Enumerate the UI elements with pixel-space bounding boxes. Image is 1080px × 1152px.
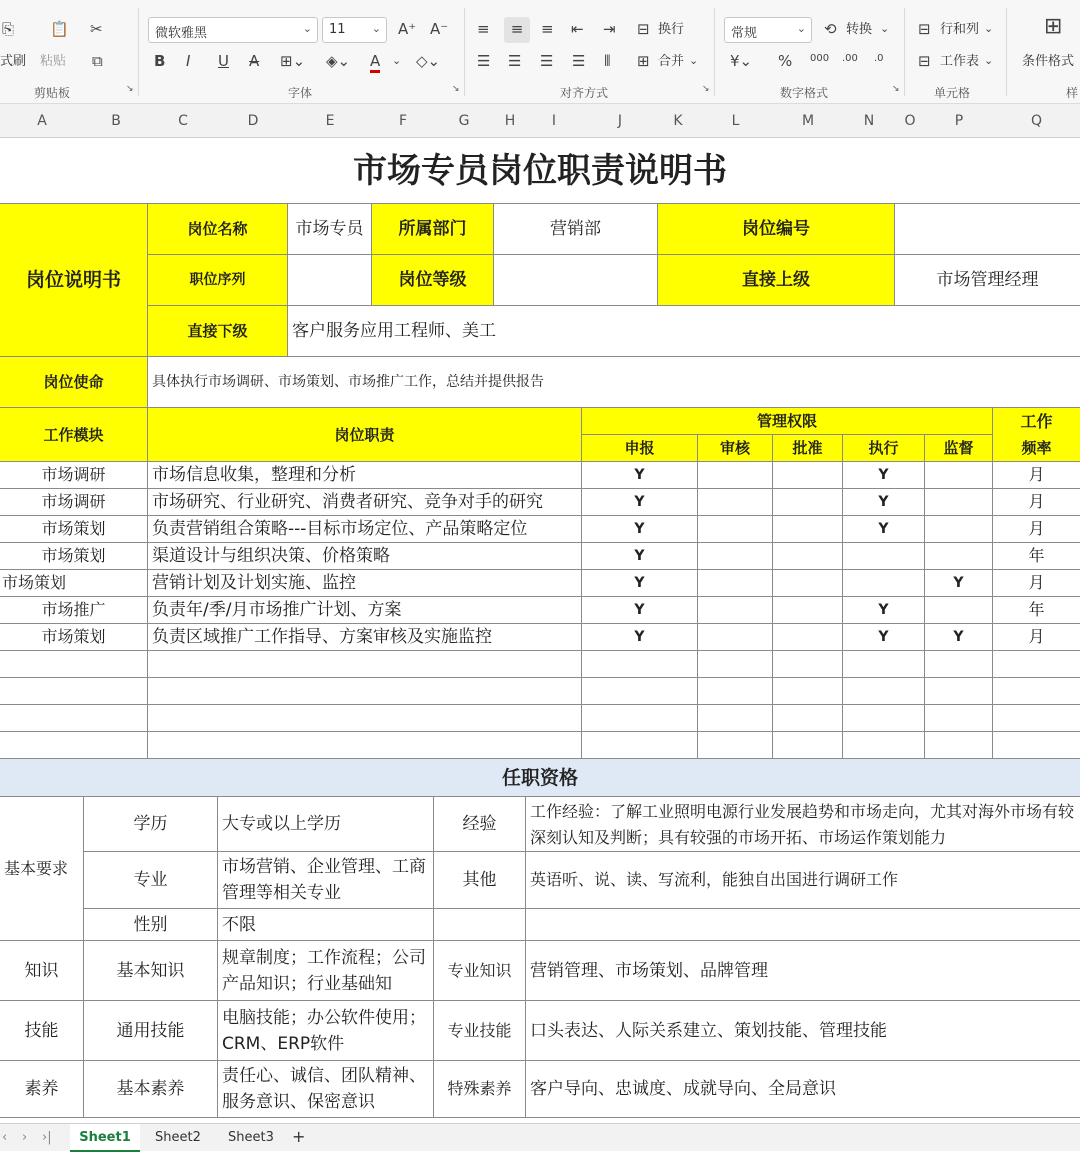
format-painter-icon[interactable]: ⎘ xyxy=(2,20,15,38)
empty-cell[interactable] xyxy=(698,678,773,705)
duty-supervise[interactable] xyxy=(925,597,993,624)
basic-quality-value[interactable]: 责任心、诚信、团队精神、服务意识、保密意识 xyxy=(218,1061,434,1118)
column-header[interactable]: H xyxy=(504,113,516,129)
superior-label[interactable]: 直接上级 xyxy=(658,255,895,306)
number-group-label: 数字格式 xyxy=(780,86,829,100)
edu-value[interactable]: 大专或以上学历 xyxy=(218,797,434,852)
general-skill-value[interactable]: 电脑技能；办公软件使用；CRM、ERP软件 xyxy=(218,1001,434,1061)
column-header[interactable]: Q xyxy=(1030,113,1043,129)
pro-skill-label[interactable]: 专业技能 xyxy=(434,1001,526,1061)
duty-execute[interactable]: Y xyxy=(843,489,925,516)
column-header[interactable]: D xyxy=(247,113,259,129)
column-header[interactable]: F xyxy=(398,113,408,129)
conditional-format-button[interactable]: 条件格式 xyxy=(1022,54,1075,69)
duty-module[interactable]: 市场调研 xyxy=(0,462,148,489)
duty-supervise[interactable] xyxy=(925,489,993,516)
percent-icon[interactable]: % xyxy=(778,52,793,70)
empty-cell[interactable] xyxy=(582,705,698,732)
empty-cell[interactable] xyxy=(843,651,925,678)
duty-apply[interactable]: Y xyxy=(582,462,698,489)
empty-cell[interactable] xyxy=(148,732,582,759)
dialog-launcher-icon[interactable]: ↘ xyxy=(126,84,134,94)
page-title[interactable]: 市场专员岗位职责说明书 xyxy=(0,138,1080,204)
duty-approve[interactable] xyxy=(773,597,843,624)
column-header[interactable]: L xyxy=(731,113,740,129)
dialog-launcher-icon[interactable]: ↘ xyxy=(702,84,710,94)
column-header-bar xyxy=(0,104,1080,138)
duty-freq[interactable]: 月 xyxy=(993,489,1080,516)
align-top-icon[interactable]: ≡ xyxy=(477,20,490,38)
duty-execute[interactable]: Y xyxy=(843,462,925,489)
empty-cell[interactable] xyxy=(993,705,1080,732)
duty-review[interactable] xyxy=(698,624,773,651)
number-format-select[interactable]: 常规 ⌄ xyxy=(724,17,812,43)
duty-apply[interactable]: Y xyxy=(582,543,698,570)
column-header[interactable]: M xyxy=(801,113,815,129)
sheet-tab[interactable]: Sheet2 xyxy=(155,1130,201,1145)
exp-label[interactable]: 经验 xyxy=(434,797,526,852)
duty-approve[interactable] xyxy=(773,516,843,543)
clear-format-icon[interactable]: ◇⌄ xyxy=(416,52,441,70)
duty-approve[interactable] xyxy=(773,462,843,489)
wrap-text-icon[interactable]: ⊟ xyxy=(637,20,650,38)
auth-col-approve[interactable]: 批准 xyxy=(773,435,843,462)
sheet-tab[interactable]: Sheet3 xyxy=(228,1130,274,1145)
post-name-value[interactable]: 市场专员 xyxy=(288,204,372,255)
empty-cell[interactable] xyxy=(148,678,582,705)
empty-cell[interactable] xyxy=(0,732,148,759)
quality-label[interactable]: 素养 xyxy=(0,1061,84,1118)
duty-module[interactable]: 市场策划 xyxy=(0,543,148,570)
freq-header-line1[interactable]: 工作 xyxy=(993,408,1080,435)
duty-freq[interactable]: 月 xyxy=(993,516,1080,543)
empty-cell[interactable] xyxy=(434,909,526,941)
empty-cell[interactable] xyxy=(582,732,698,759)
align-center-icon[interactable]: ☰ xyxy=(508,52,522,70)
column-header[interactable]: K xyxy=(673,113,683,129)
decrease-decimal-icon[interactable]: .0 xyxy=(874,53,884,64)
empty-cell[interactable] xyxy=(148,705,582,732)
column-header[interactable]: G xyxy=(458,113,470,129)
duty-supervise[interactable]: Y xyxy=(925,624,993,651)
duty-text[interactable]: 市场信息收集，整理和分析 xyxy=(148,462,582,489)
empty-cell[interactable] xyxy=(993,678,1080,705)
basic-req-label[interactable]: 基本要求 xyxy=(0,797,84,941)
exp-value[interactable]: 工作经验：了解工业照明电源行业发展趋势和市场走向，尤其对海外市场有较深刻认知及判断；具有较强的市场开拓、市场运作策划能力 xyxy=(526,797,1080,852)
other-label[interactable]: 其他 xyxy=(434,852,526,909)
copy-icon[interactable]: ⧉ xyxy=(92,52,103,70)
prev-sheet-icon[interactable]: › xyxy=(22,1130,28,1145)
column-header[interactable]: B xyxy=(111,113,121,129)
duty-execute[interactable] xyxy=(843,543,925,570)
currency-icon[interactable]: ¥⌄ xyxy=(730,52,753,70)
gender-label[interactable]: 性别 xyxy=(84,909,218,941)
duty-approve[interactable] xyxy=(773,624,843,651)
level-label[interactable]: 岗位等级 xyxy=(372,255,494,306)
qual-title[interactable]: 任职资格 xyxy=(0,759,1080,797)
job-desc-label[interactable]: 岗位说明书 xyxy=(0,204,148,357)
convert-button[interactable]: 转换 xyxy=(846,22,873,37)
border-icon[interactable]: ⊞⌄ xyxy=(280,52,306,70)
duty-freq[interactable]: 月 xyxy=(993,462,1080,489)
merge-icon[interactable]: ⊞ xyxy=(637,52,650,70)
duty-freq[interactable]: 年 xyxy=(993,543,1080,570)
auth-col-execute[interactable]: 执行 xyxy=(843,435,925,462)
empty-cell[interactable] xyxy=(582,651,698,678)
styles-group-label: 样 xyxy=(1066,86,1079,100)
duty-execute[interactable]: Y xyxy=(843,516,925,543)
column-header[interactable]: P xyxy=(954,113,964,129)
empty-cell[interactable] xyxy=(773,732,843,759)
duty-approve[interactable] xyxy=(773,570,843,597)
add-sheet-icon[interactable]: + xyxy=(292,1127,306,1146)
column-header[interactable]: N xyxy=(863,113,875,129)
auth-col-review[interactable]: 审核 xyxy=(698,435,773,462)
duty-apply[interactable]: Y xyxy=(582,570,698,597)
special-quality-value[interactable]: 客户导向、忠诚度、成就导向、全局意识 xyxy=(526,1061,1080,1118)
font-group-label: 字体 xyxy=(288,86,313,100)
underline-icon[interactable]: U xyxy=(218,52,229,70)
duty-module[interactable]: 市场推广 xyxy=(0,597,148,624)
edu-label[interactable]: 学历 xyxy=(84,797,218,852)
empty-cell[interactable] xyxy=(698,705,773,732)
dept-label[interactable]: 所属部门 xyxy=(372,204,494,255)
last-sheet-icon[interactable]: ›| xyxy=(42,1130,52,1145)
worksheet-grid xyxy=(0,138,1080,1123)
duty-freq[interactable]: 年 xyxy=(993,597,1080,624)
column-header[interactable]: J xyxy=(617,113,623,129)
duty-execute[interactable]: Y xyxy=(843,624,925,651)
seq-label[interactable]: 职位序列 xyxy=(148,255,288,306)
font-name-select[interactable]: 微软雅黑 ⌄ xyxy=(148,17,318,43)
duty-header[interactable]: 岗位职责 xyxy=(148,408,582,462)
basic-knowledge-label[interactable]: 基本知识 xyxy=(84,941,218,1001)
auth-header[interactable]: 管理权限 xyxy=(582,408,993,435)
empty-cell[interactable] xyxy=(925,732,993,759)
alignment-group-label: 对齐方式 xyxy=(560,86,609,100)
duty-module[interactable]: 市场调研 xyxy=(0,489,148,516)
font-size-select[interactable]: 11 ⌄ xyxy=(322,17,387,43)
worksheet-icon[interactable]: ⊟ xyxy=(918,52,931,70)
empty-cell[interactable] xyxy=(925,705,993,732)
duty-module[interactable]: 市场策划 xyxy=(0,570,148,597)
dialog-launcher-icon[interactable]: ↘ xyxy=(452,84,460,94)
wrap-text-button[interactable]: 换行 xyxy=(658,22,685,37)
empty-cell[interactable] xyxy=(148,651,582,678)
strikethrough-icon[interactable]: A xyxy=(249,52,260,70)
skill-label[interactable]: 技能 xyxy=(0,1001,84,1061)
general-skill-label[interactable]: 通用技能 xyxy=(84,1001,218,1061)
duty-freq[interactable]: 月 xyxy=(993,570,1080,597)
duty-text[interactable]: 市场研究、行业研究、消费者研究、竞争对手的研究 xyxy=(148,489,582,516)
empty-cell[interactable] xyxy=(925,678,993,705)
empty-cell[interactable] xyxy=(925,651,993,678)
empty-cell[interactable] xyxy=(843,732,925,759)
clipboard-group-label: 剪贴板 xyxy=(34,86,71,100)
freq-header-line2[interactable]: 频率 xyxy=(993,435,1080,462)
duty-review[interactable] xyxy=(698,462,773,489)
duty-supervise[interactable] xyxy=(925,543,993,570)
column-header[interactable]: I xyxy=(551,113,557,129)
decrease-font-icon[interactable]: A⁻ xyxy=(430,20,449,38)
empty-cell[interactable] xyxy=(773,705,843,732)
post-name-label[interactable]: 岗位名称 xyxy=(148,204,288,255)
post-no-value[interactable] xyxy=(895,204,1080,255)
dialog-launcher-icon[interactable]: ↘ xyxy=(892,84,900,94)
column-header[interactable]: A xyxy=(37,113,47,129)
distributed-icon[interactable]: ⦀ xyxy=(604,52,611,70)
empty-cell[interactable] xyxy=(773,678,843,705)
sheet-tab-bar xyxy=(0,1123,1080,1151)
paste-button[interactable]: 粘贴 xyxy=(40,54,67,69)
column-header[interactable]: E xyxy=(325,113,335,129)
fill-color-icon[interactable]: ◈⌄ xyxy=(326,52,351,70)
column-header[interactable]: C xyxy=(178,113,188,129)
empty-cell[interactable] xyxy=(993,651,1080,678)
duty-apply[interactable]: Y xyxy=(582,489,698,516)
subordinate-label[interactable]: 直接下级 xyxy=(148,306,288,357)
duty-apply[interactable]: Y xyxy=(582,624,698,651)
empty-cell[interactable] xyxy=(526,909,1080,941)
basic-quality-label[interactable]: 基本素养 xyxy=(84,1061,218,1118)
duty-execute[interactable]: Y xyxy=(843,597,925,624)
worksheet-button[interactable]: 工作表 xyxy=(940,54,980,69)
auth-col-supervise[interactable]: 监督 xyxy=(925,435,993,462)
duty-text[interactable]: 负责区域推广工作指导、方案审核及实施监控 xyxy=(148,624,582,651)
row-col-icon[interactable]: ⊟ xyxy=(918,20,931,38)
merge-dropdown-icon[interactable]: ⌄ xyxy=(689,54,699,67)
column-header[interactable]: O xyxy=(904,113,916,129)
empty-cell[interactable] xyxy=(0,705,148,732)
duty-approve[interactable] xyxy=(773,489,843,516)
empty-cell[interactable] xyxy=(843,705,925,732)
post-no-label[interactable]: 岗位编号 xyxy=(658,204,895,255)
duty-module[interactable]: 市场策划 xyxy=(0,516,148,543)
decrease-indent-icon[interactable]: ⇤ xyxy=(571,20,584,38)
empty-cell[interactable] xyxy=(0,651,148,678)
duty-review[interactable] xyxy=(698,489,773,516)
convert-icon[interactable]: ⟲ xyxy=(824,20,837,38)
duty-supervise[interactable] xyxy=(925,516,993,543)
sheet-tab-active[interactable]: Sheet1 xyxy=(70,1124,140,1152)
duty-freq[interactable]: 月 xyxy=(993,624,1080,651)
mission-value[interactable]: 具体执行市场调研、市场策划、市场推广工作，总结并提供报告 xyxy=(148,357,1080,408)
increase-indent-icon[interactable]: ⇥ xyxy=(603,20,616,38)
level-value[interactable] xyxy=(494,255,658,306)
empty-cell[interactable] xyxy=(993,732,1080,759)
superior-value[interactable]: 市场管理经理 xyxy=(895,255,1080,306)
empty-cell[interactable] xyxy=(0,678,148,705)
bold-icon[interactable]: B xyxy=(154,52,166,70)
duty-supervise[interactable]: Y xyxy=(925,570,993,597)
cells-group-label: 单元格 xyxy=(934,86,971,100)
format-painter-button[interactable]: 式刷 xyxy=(0,54,27,69)
auth-col-apply[interactable]: 申报 xyxy=(582,435,698,462)
dept-value[interactable]: 营销部 xyxy=(494,204,658,255)
duty-review[interactable] xyxy=(698,570,773,597)
align-middle-icon[interactable]: ≡ xyxy=(504,17,530,43)
cut-icon[interactable]: ✂ xyxy=(90,20,103,38)
other-value[interactable]: 英语听、说、读、写流利，能独自出国进行调研工作 xyxy=(526,852,1080,909)
module-header[interactable]: 工作模块 xyxy=(0,408,148,462)
duty-supervise[interactable] xyxy=(925,462,993,489)
duty-apply[interactable]: Y xyxy=(582,516,698,543)
duty-apply[interactable]: Y xyxy=(582,597,698,624)
row-col-button[interactable]: 行和列 xyxy=(940,22,980,37)
empty-cell[interactable] xyxy=(843,678,925,705)
major-value[interactable]: 市场营销、企业管理、工商管理等相关专业 xyxy=(218,852,434,909)
paste-icon[interactable]: 📋 xyxy=(50,20,69,38)
ribbon-toolbar xyxy=(0,0,1080,104)
mission-label[interactable]: 岗位使命 xyxy=(0,357,148,408)
duty-review[interactable] xyxy=(698,543,773,570)
first-sheet-icon[interactable]: ‹ xyxy=(2,1130,8,1145)
conditional-format-icon[interactable]: ⊞ xyxy=(1044,14,1063,39)
duty-text[interactable]: 负责营销组合策略---目标市场定位、产品策略定位 xyxy=(148,516,582,543)
justify-icon[interactable]: ☰ xyxy=(572,52,586,70)
duty-approve[interactable] xyxy=(773,543,843,570)
duty-review[interactable] xyxy=(698,597,773,624)
thousands-icon[interactable]: 000 xyxy=(810,53,830,64)
major-label[interactable]: 专业 xyxy=(84,852,218,909)
align-left-icon[interactable]: ☰ xyxy=(477,52,491,70)
row-col-dropdown-icon[interactable]: ⌄ xyxy=(984,22,994,35)
basic-knowledge-value[interactable]: 规章制度；工作流程；公司产品知识；行业基础知 xyxy=(218,941,434,1001)
increase-decimal-icon[interactable]: .00 xyxy=(842,53,858,64)
font-color-icon[interactable]: A xyxy=(370,52,380,73)
pro-knowledge-label[interactable]: 专业知识 xyxy=(434,941,526,1001)
knowledge-label[interactable]: 知识 xyxy=(0,941,84,1001)
worksheet-dropdown-icon[interactable]: ⌄ xyxy=(984,54,994,67)
empty-cell[interactable] xyxy=(698,732,773,759)
duty-text[interactable]: 渠道设计与组织决策、价格策略 xyxy=(148,543,582,570)
align-bottom-icon[interactable]: ≡ xyxy=(541,20,554,38)
empty-cell[interactable] xyxy=(582,678,698,705)
increase-font-icon[interactable]: A⁺ xyxy=(398,20,417,38)
seq-value[interactable] xyxy=(288,255,372,306)
gender-value[interactable]: 不限 xyxy=(218,909,434,941)
font-color-dropdown-icon[interactable]: ⌄ xyxy=(392,54,402,67)
merge-button[interactable]: 合并 xyxy=(658,54,685,69)
duty-review[interactable] xyxy=(698,516,773,543)
empty-cell[interactable] xyxy=(773,651,843,678)
italic-icon[interactable]: I xyxy=(186,52,191,70)
convert-dropdown-icon[interactable]: ⌄ xyxy=(880,22,890,35)
special-quality-label[interactable]: 特殊素养 xyxy=(434,1061,526,1118)
duty-execute[interactable] xyxy=(843,570,925,597)
subordinate-value[interactable]: 客户服务应用工程师、美工 xyxy=(288,306,1080,357)
empty-cell[interactable] xyxy=(698,651,773,678)
pro-skill-value[interactable]: 口头表达、人际关系建立、策划技能、管理技能 xyxy=(526,1001,1080,1061)
pro-knowledge-value[interactable]: 营销管理、市场策划、品牌管理 xyxy=(526,941,1080,1001)
duty-text[interactable]: 营销计划及计划实施、监控 xyxy=(148,570,582,597)
align-right-icon[interactable]: ☰ xyxy=(540,52,554,70)
duty-module[interactable]: 市场策划 xyxy=(0,624,148,651)
duty-text[interactable]: 负责年/季/月市场推广计划、方案 xyxy=(148,597,582,624)
